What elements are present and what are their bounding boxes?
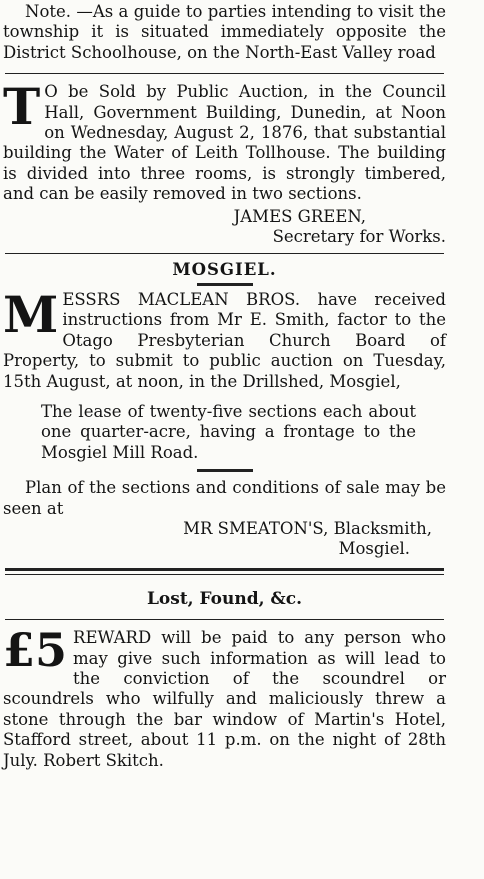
mosgiel-advertisement [3, 260, 446, 559]
mosgiel-location-name: MR SMEATON'S, Blacksmith, [183, 518, 432, 538]
mosgiel-heading: MOSGIEL. [172, 260, 277, 280]
mosgiel-lot: The lease of twenty-five sections each about one quarter-acre, having a frontage to the Mosgiel Mill Road. [41, 401, 416, 462]
auction-dropcap: T [3, 77, 41, 137]
auction-text: O be Sold by Public Auction, in the Council Hall, Government Building, Dunedin, at Noon on Wednesday, August 2, 1876, that substantial building the Water of Leith Tollhouse. The building is divided into three rooms, is strongly timbered, and can be easily removed in two sections. [3, 82, 446, 204]
divider [5, 574, 444, 575]
auction-signatory-name: JAMES GREEN, [233, 206, 366, 226]
divider [5, 619, 444, 620]
auction-advertisement [3, 77, 446, 247]
divider [5, 73, 444, 74]
short-rule [197, 283, 253, 286]
heavy-divider [5, 568, 444, 571]
auction-signatory-title: Secretary for Works. [272, 227, 446, 247]
reward-amount: £5 [3, 623, 68, 678]
lost-found-section [3, 589, 446, 771]
mosgiel-text: ESSRS MACLEAN BROS. have received instructions from Mr E. Smith, factor to the Otago Presbyterian Church Board of Property, to submit to public auction on Tuesday, 15th August, at noon, in the Drillshed, Mosgiel, [3, 289, 446, 391]
short-rule [197, 469, 253, 472]
mosgiel-location-place: Mosgiel. [338, 539, 410, 559]
lost-found-heading: Lost, Found, &c. [146, 588, 303, 609]
reward-text: REWARD will be paid to any person who may give such information as will lead to the conviction of the scoundrel or scoundrels who wilfully and maliciously threw a stone through the bar window of Martin's Hotel, Stafford street, about 11 p.m. on the night of 28th July. Robert Skitch. [3, 628, 446, 770]
mosgiel-dropcap: M [3, 284, 59, 344]
note-paragraph: Note. —As a guide to parties intending to visit the township it is situated immediately opposite the District Schoolhouse, on the North-East Valley road [3, 2, 446, 62]
newspaper-column [3, 0, 446, 771]
mosgiel-plan: Plan of the sections and conditions of sale may be seen at [3, 478, 446, 518]
divider [5, 253, 444, 254]
